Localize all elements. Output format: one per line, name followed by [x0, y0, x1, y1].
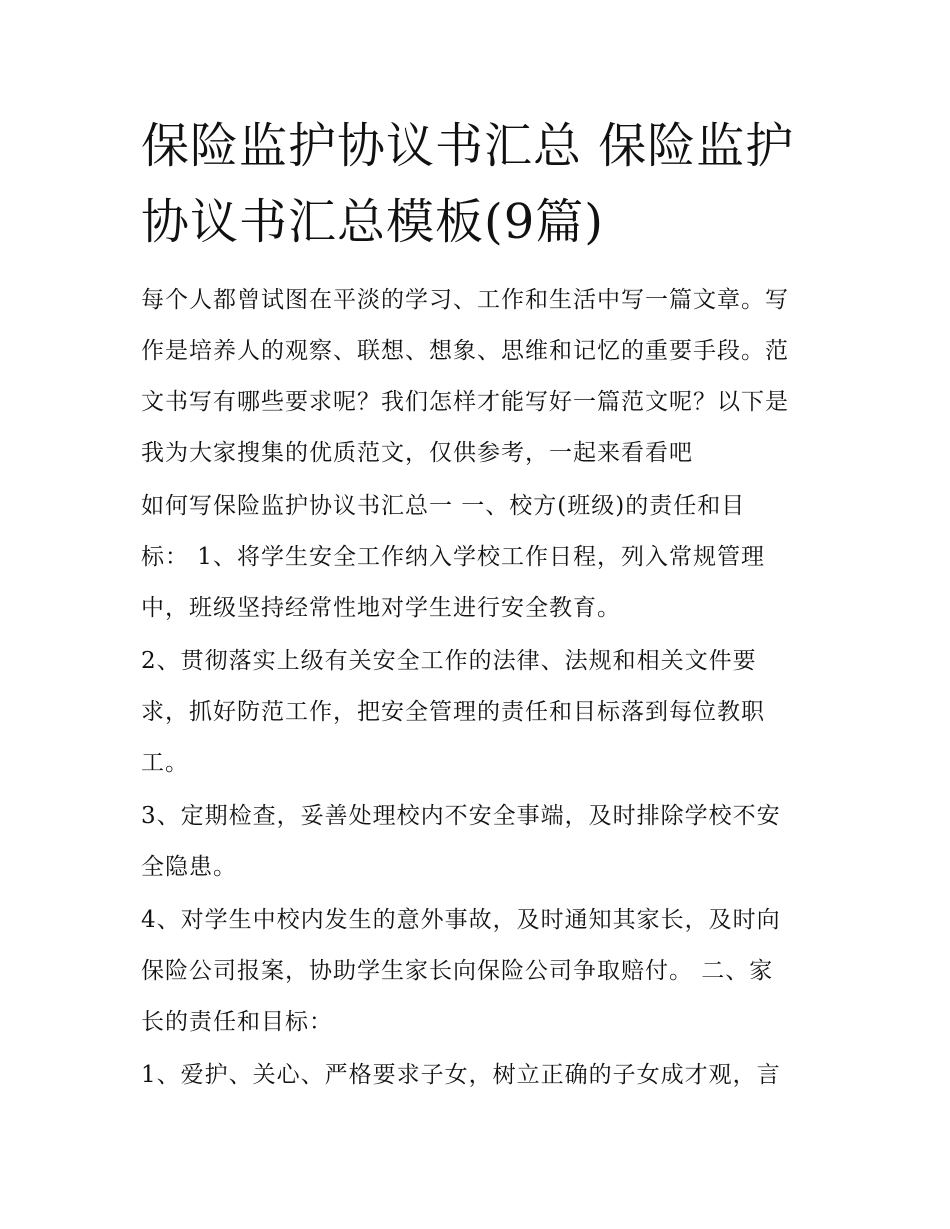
text-line: 如何写保险监护协议书汇总一 一、校方(班级)的责任和目	[141, 493, 746, 519]
parent-item-1-paragraph	[141, 1050, 831, 1101]
text-line: 3、定期检查，妥善处理校内不安全事端，及时排除学校不安	[141, 803, 781, 829]
intro-paragraph	[141, 275, 831, 479]
item-4-paragraph	[141, 895, 831, 1048]
document-body	[141, 275, 831, 1101]
title-line: 协议书汇总模板(9篇)	[141, 194, 604, 250]
document-title	[141, 108, 831, 260]
item-3-paragraph	[141, 791, 831, 893]
text-line: 4、对学生中校内发生的意外事故，及时通知其家长，及时向	[141, 907, 781, 933]
text-line: 求，抓好防范工作，把安全管理的责任和目标落到每位教职	[141, 699, 765, 725]
item-2-paragraph	[141, 636, 831, 789]
section-one-paragraph	[141, 481, 831, 634]
text-line: 保险公司报案，协助学生家长向保险公司争取赔付。 二、家	[141, 958, 774, 984]
text-line: 我为大家搜集的优质范文，仅供参考，一起来看看吧	[141, 440, 693, 466]
text-line: 中，班级坚持经常性地对学生进行安全教育。	[141, 595, 621, 621]
text-line: 长的责任和目标：	[141, 1009, 333, 1035]
text-line: 1、爱护、关心、严格要求子女，树立正确的子女成才观，言	[141, 1062, 781, 1088]
text-line: 2、贯彻落实上级有关安全工作的法律、法规和相关文件要	[141, 648, 757, 674]
title-line: 保险监护协议书汇总 保险监护	[141, 118, 795, 174]
text-line: 标： 1、将学生安全工作纳入学校工作日程，列入常规管理	[141, 544, 765, 570]
text-line: 文书写有哪些要求呢？我们怎样才能写好一篇范文呢？以下是	[141, 389, 789, 415]
text-line: 全隐患。	[141, 854, 237, 880]
text-line: 工。	[141, 750, 189, 776]
text-line: 每个人都曾试图在平淡的学习、工作和生活中写一篇文章。写	[141, 287, 789, 313]
text-line: 作是培养人的观察、联想、想象、思维和记忆的重要手段。范	[141, 338, 789, 364]
